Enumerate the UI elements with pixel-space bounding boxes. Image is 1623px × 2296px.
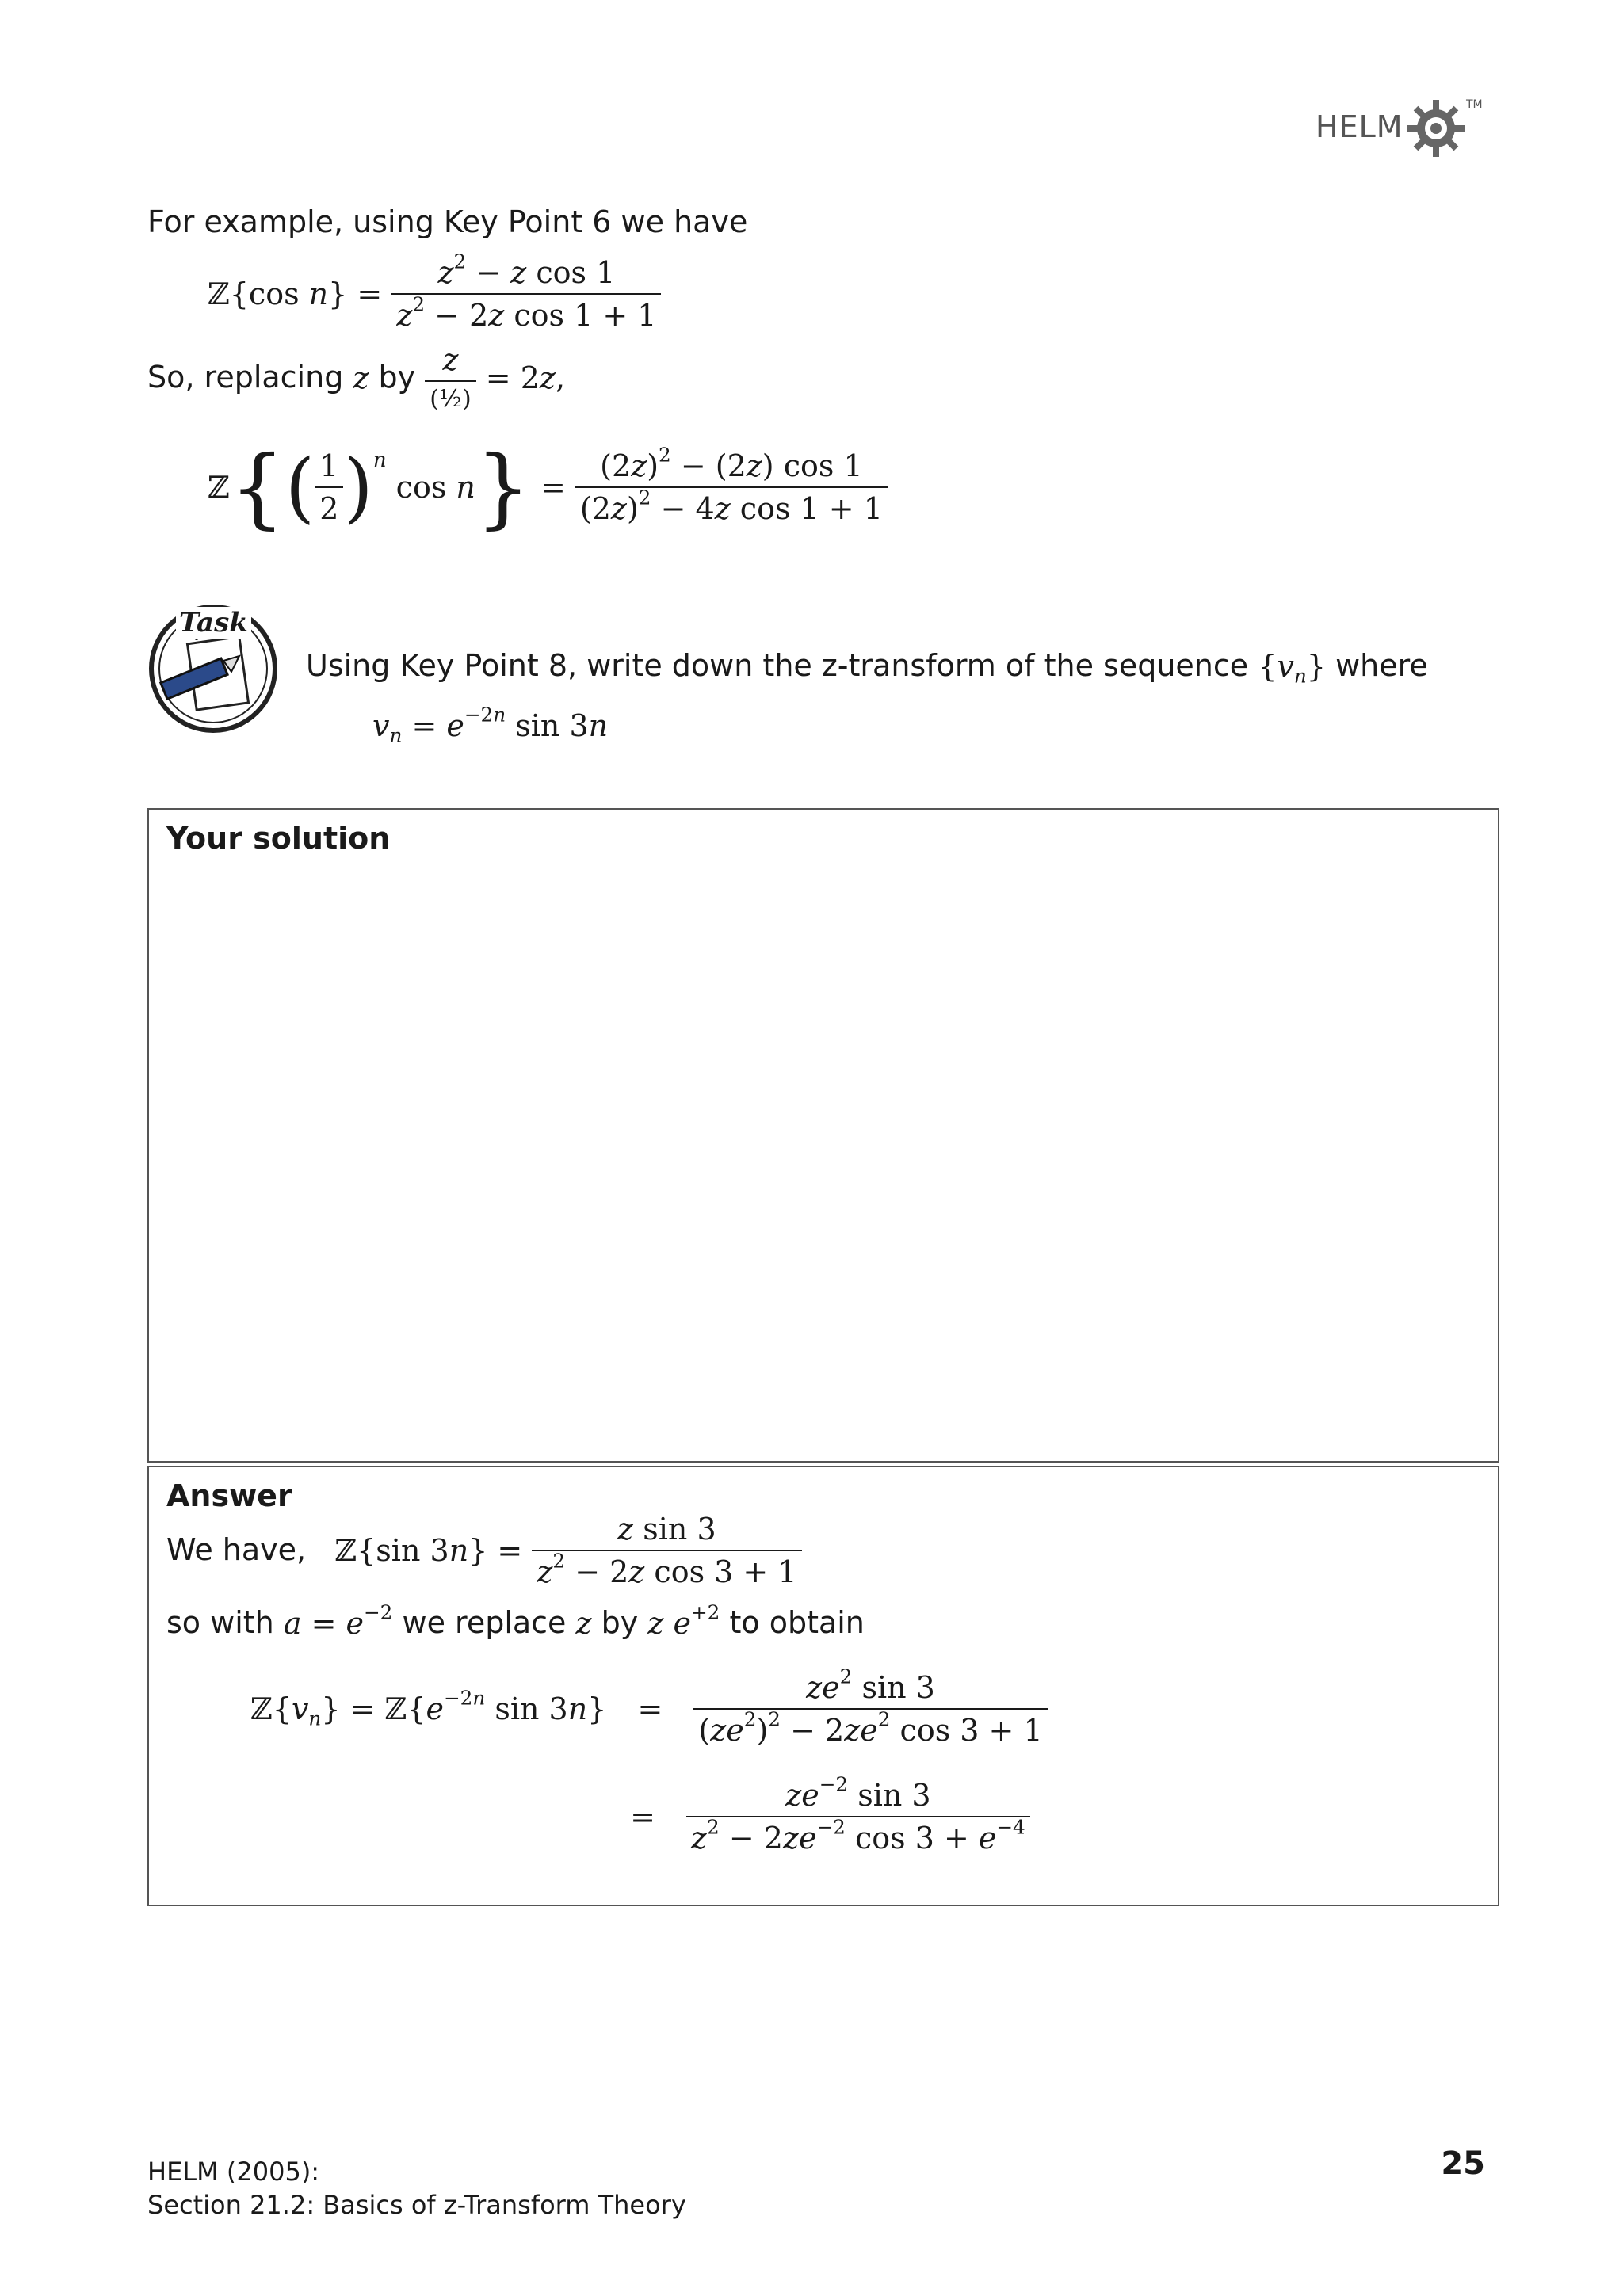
so-with-label: so with xyxy=(166,1605,274,1640)
to-obtain-label: to obtain xyxy=(729,1605,865,1640)
solution-box[interactable] xyxy=(147,808,1499,1463)
we-have-label: We have, xyxy=(166,1532,307,1568)
task-instruction-part1: Using Key Point 8, write down the z-transform of the sequence xyxy=(306,648,1249,683)
gear-icon xyxy=(1404,97,1468,160)
answer-result-line2: = $\frac{ze^{-2} \sin 3}{z^2 - 2ze^{-2} \cos 3 + e^{-4}}$ xyxy=(599,1778,1030,1855)
by-label: by xyxy=(601,1605,639,1640)
answer-replacement: so with $a = e^{-2}$ we replace z by z $e^{+2}$ to obtain xyxy=(166,1600,865,1641)
answer-box xyxy=(147,1466,1499,1906)
we-replace-label: we replace xyxy=(402,1605,567,1640)
page-number: 25 xyxy=(1441,2145,1485,2182)
footer-section: Section 21.2: Basics of z-Transform Theory xyxy=(147,2190,686,2220)
equation-z-cos-n: ℤ {cos n } = $\frac{z^2 - z \cos 1}{z^2 - 2z \cos 1 + 1}$ xyxy=(208,255,661,333)
equation-half-power-cos: ℤ { ( $\frac{1}{2}$ ) n cos n } = $\frac{(2z)^2 - (2z) \cos 1}{(2z)^2 - 4z \cos 1 + 1}$ xyxy=(208,444,888,531)
example-intro: For example, using Key Point 6 we have xyxy=(147,204,748,239)
task-badge xyxy=(146,599,281,734)
replace-prefix: So, replacing xyxy=(147,359,344,395)
task-instruction-part2: where xyxy=(1335,648,1428,683)
task-equation: $v_n = e^{-2n}$ sin 3n xyxy=(372,703,609,747)
helm-logo-text: HELM xyxy=(1316,109,1403,144)
answer-heading: Answer xyxy=(166,1478,292,1513)
task-instruction: Using Key Point 8, write down the z-transform of the sequence $\{v_n\}$ where xyxy=(306,648,1428,688)
answer-result-line1: ℤ $\{v_n\}$ = ℤ {$e^{-2n}$ sin 3n} = $\frac{ze^2 \sin 3}{(ze^2)^2 - 2ze^2 \cos 3 + 1}$ xyxy=(250,1670,1048,1748)
helm-logo xyxy=(1316,97,1482,160)
replacement-line: So, replacing z by $\frac{z}{\text{(½)}}$ = 2z, xyxy=(147,342,566,413)
answer-we-have: We have, ℤ {sin 3n} = $\frac{\text{z sin 3}}{z^2 - 2z \cos 3 + 1}$ xyxy=(166,1512,802,1589)
replace-by: by xyxy=(378,359,416,395)
solution-heading: Your solution xyxy=(166,821,391,856)
footer-source: HELM (2005): xyxy=(147,2157,320,2187)
task-label: Task xyxy=(176,607,251,639)
trademark-mark: TM xyxy=(1466,98,1483,111)
